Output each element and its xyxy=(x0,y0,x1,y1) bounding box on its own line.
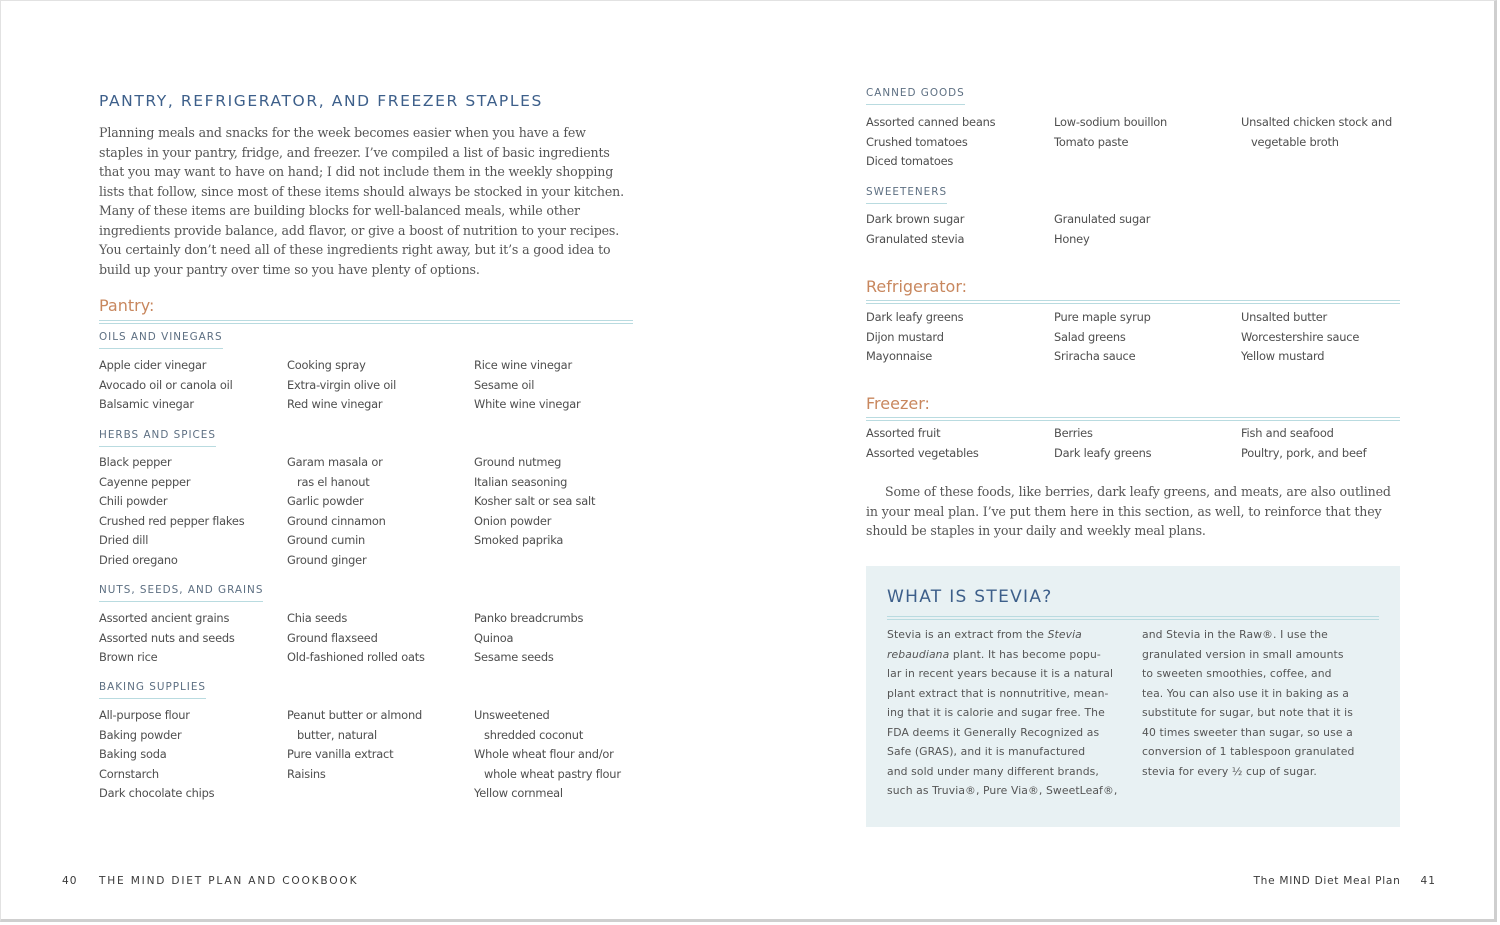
subhead-oils: OILS AND VINEGARS xyxy=(99,331,223,349)
list-item: Quinoa xyxy=(474,630,514,645)
list-column xyxy=(474,609,633,668)
sidebar-line: and sold under many different brands, xyxy=(887,764,1099,778)
sidebar-line: 40 times sweeter than sugar, so use a xyxy=(1142,725,1353,739)
list-nuts xyxy=(99,609,633,668)
list-item: Sesame seeds xyxy=(474,650,554,664)
sidebar-line: granulated version in small amounts xyxy=(1142,647,1344,661)
page-title: PANTRY, REFRIGERATOR, AND FREEZER STAPLES xyxy=(99,92,543,110)
list-item: shredded coconut xyxy=(484,727,584,742)
list-item: Cayenne pepper xyxy=(99,474,191,489)
list-refrigerator xyxy=(866,308,1400,367)
closing-paragraph: Some of these foods, like berries, dark leafy greens, and meats, are also outlined in your meal plan. I’ve put them here in this section, as well, to reinforce that they should be staples in your daily and weekly meal plans. xyxy=(866,484,1391,538)
list-item: Sriracha sauce xyxy=(1054,349,1136,363)
list-item: Yellow mustard xyxy=(1241,349,1325,363)
subhead-baking: BAKING SUPPLIES xyxy=(99,681,206,699)
list-item: Ground cumin xyxy=(287,533,366,547)
page-number-right: 41 xyxy=(1420,875,1436,887)
footer-left xyxy=(62,875,358,887)
freezer-heading: Freezer: xyxy=(866,394,930,413)
subhead-nuts: NUTS, SEEDS, AND GRAINS xyxy=(99,584,263,602)
list-item: Whole wheat flour and/or xyxy=(474,747,614,761)
list-item: Low-sodium bouillon xyxy=(1054,115,1168,129)
list-item: White wine vinegar xyxy=(474,397,581,411)
list-item: Red wine vinegar xyxy=(287,397,383,411)
list-item: Peanut butter or almond xyxy=(287,708,423,722)
list-item: Worcestershire sauce xyxy=(1241,329,1360,344)
list-column xyxy=(1241,210,1400,249)
sidebar-col-1 xyxy=(887,625,1142,801)
list-item: ras el hanout xyxy=(297,474,370,489)
list-item: Dark brown sugar xyxy=(866,212,965,226)
subhead-canned: CANNED GOODS xyxy=(866,87,965,105)
list-item: Pure maple syrup xyxy=(1054,310,1151,324)
page-number-left: 40 xyxy=(62,875,78,887)
list-item: Brown rice xyxy=(99,650,158,664)
list-item: Granulated stevia xyxy=(866,231,965,246)
list-item: Extra-virgin olive oil xyxy=(287,377,397,392)
list-item: Baking soda xyxy=(99,747,167,761)
list-item: Berries xyxy=(1054,426,1093,440)
list-item: Dried dill xyxy=(99,533,149,547)
list-item: Granulated sugar xyxy=(1054,212,1151,226)
italic-term: rebaudiana xyxy=(887,647,950,661)
list-column xyxy=(287,706,474,804)
list-column xyxy=(474,706,633,804)
list-item: Onion powder xyxy=(474,513,552,528)
list-item: Smoked paprika xyxy=(474,533,564,547)
list-oils xyxy=(99,356,633,415)
list-item: Tomato paste xyxy=(1054,134,1129,149)
sidebar-title: WHAT IS STEVIA? xyxy=(887,587,1053,607)
list-item: Yellow cornmeal xyxy=(474,786,563,800)
pantry-heading: Pantry: xyxy=(99,296,155,315)
list-item: Assorted vegetables xyxy=(866,445,979,460)
list-item: Black pepper xyxy=(99,455,172,469)
list-column xyxy=(866,210,1054,249)
sidebar-body xyxy=(887,625,1379,801)
list-item: Poultry, pork, and beef xyxy=(1241,445,1367,460)
list-freezer xyxy=(866,424,1400,463)
list-item: Assorted ancient grains xyxy=(99,611,230,625)
list-item: Dark leafy greens xyxy=(866,310,964,324)
running-head-left: THE MIND DIET PLAN AND COOKBOOK xyxy=(99,875,359,887)
list-item: Dried oregano xyxy=(99,552,178,567)
sidebar-line: FDA deems it Generally Recognized as xyxy=(887,725,1100,739)
list-herbs xyxy=(99,453,633,570)
list-item: Panko breadcrumbs xyxy=(474,611,584,625)
list-column xyxy=(866,424,1054,463)
list-column xyxy=(287,609,474,668)
pantry-rule xyxy=(99,320,633,324)
list-column xyxy=(474,356,633,415)
list-item: Assorted nuts and seeds xyxy=(99,630,235,645)
list-item: Salad greens xyxy=(1054,329,1126,344)
list-item: Mayonnaise xyxy=(866,349,933,363)
list-sweeteners xyxy=(866,210,1400,249)
list-item: Apple cider vinegar xyxy=(99,358,207,372)
footer-right xyxy=(1253,875,1436,887)
list-item: All-purpose flour xyxy=(99,708,190,722)
list-column xyxy=(99,356,287,415)
list-baking xyxy=(99,706,633,804)
list-item: Honey xyxy=(1054,231,1090,246)
list-column xyxy=(1054,113,1241,172)
sidebar-line: to sweeten smoothies, coffee, and xyxy=(1142,667,1332,680)
list-item: Rice wine vinegar xyxy=(474,358,572,372)
sidebar-line: substitute for sugar, but note that it is xyxy=(1142,706,1353,719)
list-item: Chili powder xyxy=(99,494,168,508)
refrigerator-rule xyxy=(866,300,1400,304)
list-item: Dark chocolate chips xyxy=(99,786,215,800)
sidebar-line: Safe (GRAS), and it is manufactured xyxy=(887,745,1086,758)
list-item: vegetable broth xyxy=(1251,134,1339,149)
list-item: Old-fashioned rolled oats xyxy=(287,650,425,664)
list-column xyxy=(866,308,1054,367)
running-head-right: The MIND Diet Meal Plan xyxy=(1253,875,1401,887)
list-item: Italian seasoning xyxy=(474,474,568,489)
list-item: Avocado oil or canola oil xyxy=(99,377,233,392)
sidebar-line: and Stevia in the Raw®. I use the xyxy=(1142,628,1328,641)
list-item: Kosher salt or sea salt xyxy=(474,494,596,508)
list-item: Ground cinnamon xyxy=(287,513,386,528)
italic-term: Stevia xyxy=(1047,628,1082,641)
list-item: Chia seeds xyxy=(287,611,348,625)
list-item: Raisins xyxy=(287,766,326,781)
list-column xyxy=(99,609,287,668)
list-column xyxy=(1241,424,1400,463)
sidebar-line: stevia for every ½ cup of sugar. xyxy=(1142,764,1317,778)
sidebar-rule xyxy=(887,616,1379,620)
list-column xyxy=(287,356,474,415)
list-column xyxy=(1241,308,1400,367)
sidebar-line: plant extract that is nonnutritive, mean- xyxy=(887,686,1109,700)
list-item: Dijon mustard xyxy=(866,329,944,344)
list-column xyxy=(1054,210,1241,249)
list-item: Baking powder xyxy=(99,727,182,742)
sidebar-line: Stevia is an extract from the Stevia xyxy=(887,628,1082,641)
list-item: Garam masala or xyxy=(287,455,383,469)
list-item: whole wheat pastry flour xyxy=(484,766,621,781)
list-item: Garlic powder xyxy=(287,494,364,508)
list-canned xyxy=(866,113,1400,172)
subhead-herbs: HERBS AND SPICES xyxy=(99,429,216,447)
sidebar-line: lar in recent years because it is a natural xyxy=(887,667,1114,680)
list-item: Ground nutmeg xyxy=(474,455,562,469)
list-item: Fish and seafood xyxy=(1241,426,1334,440)
stevia-sidebar xyxy=(866,566,1400,827)
sidebar-col-2 xyxy=(1142,625,1379,801)
list-column xyxy=(866,113,1054,172)
refrigerator-heading: Refrigerator: xyxy=(866,277,968,296)
list-item: Cooking spray xyxy=(287,358,366,372)
list-item: Crushed tomatoes xyxy=(866,134,968,149)
list-column xyxy=(99,706,287,804)
sidebar-line: rebaudiana plant. It has become popu- xyxy=(887,647,1101,661)
list-item: Cornstarch xyxy=(99,766,159,781)
list-column xyxy=(99,453,287,570)
list-column xyxy=(1054,308,1241,367)
list-item: butter, natural xyxy=(297,727,378,742)
list-item: Crushed red pepper flakes xyxy=(99,513,245,528)
list-column xyxy=(1241,113,1400,172)
freezer-rule xyxy=(866,417,1400,421)
subhead-sweeteners: SWEETENERS xyxy=(866,186,947,204)
list-column xyxy=(474,453,633,570)
sidebar-line: tea. You can also use it in baking as a xyxy=(1142,686,1350,700)
list-item: Ground ginger xyxy=(287,552,367,567)
sidebar-line: such as Truvia®, Pure Via®, SweetLeaf®, xyxy=(887,784,1118,797)
list-item: Ground flaxseed xyxy=(287,630,378,645)
list-item: Unsweetened xyxy=(474,708,550,722)
list-item: Unsalted butter xyxy=(1241,310,1328,324)
list-item: Assorted fruit xyxy=(866,426,941,440)
list-item: Diced tomatoes xyxy=(866,154,954,168)
list-item: Dark leafy greens xyxy=(1054,445,1152,460)
list-item: Sesame oil xyxy=(474,377,535,392)
list-column xyxy=(287,453,474,570)
list-item: Balsamic vinegar xyxy=(99,397,194,411)
list-item: Assorted canned beans xyxy=(866,115,996,129)
sidebar-line: conversion of 1 tablespoon granulated xyxy=(1142,745,1355,758)
list-item: Pure vanilla extract xyxy=(287,747,394,761)
intro-paragraph: Planning meals and snacks for the week becomes easier when you have a few staples in your pantry, fridge, and freezer. I’ve compiled a list of basic ingredients that you may want to have on hand; I did not include them in the weekly shopping lists that follow, since most of these items should always be stocked in your kitchen. Many of these items are building blocks for well-balanced meals, while other ingredients provide balance, add flavor, or give a boost of nutrition to your recipes. You certainly don’t need all of these ingredients right away, but it’s a good idea to build up your pantry over time so you have plenty of options. xyxy=(99,125,624,277)
list-column xyxy=(1054,424,1241,463)
list-item: Unsalted chicken stock and xyxy=(1241,115,1392,129)
sidebar-line: ing that it is calorie and sugar free. The xyxy=(887,706,1105,719)
